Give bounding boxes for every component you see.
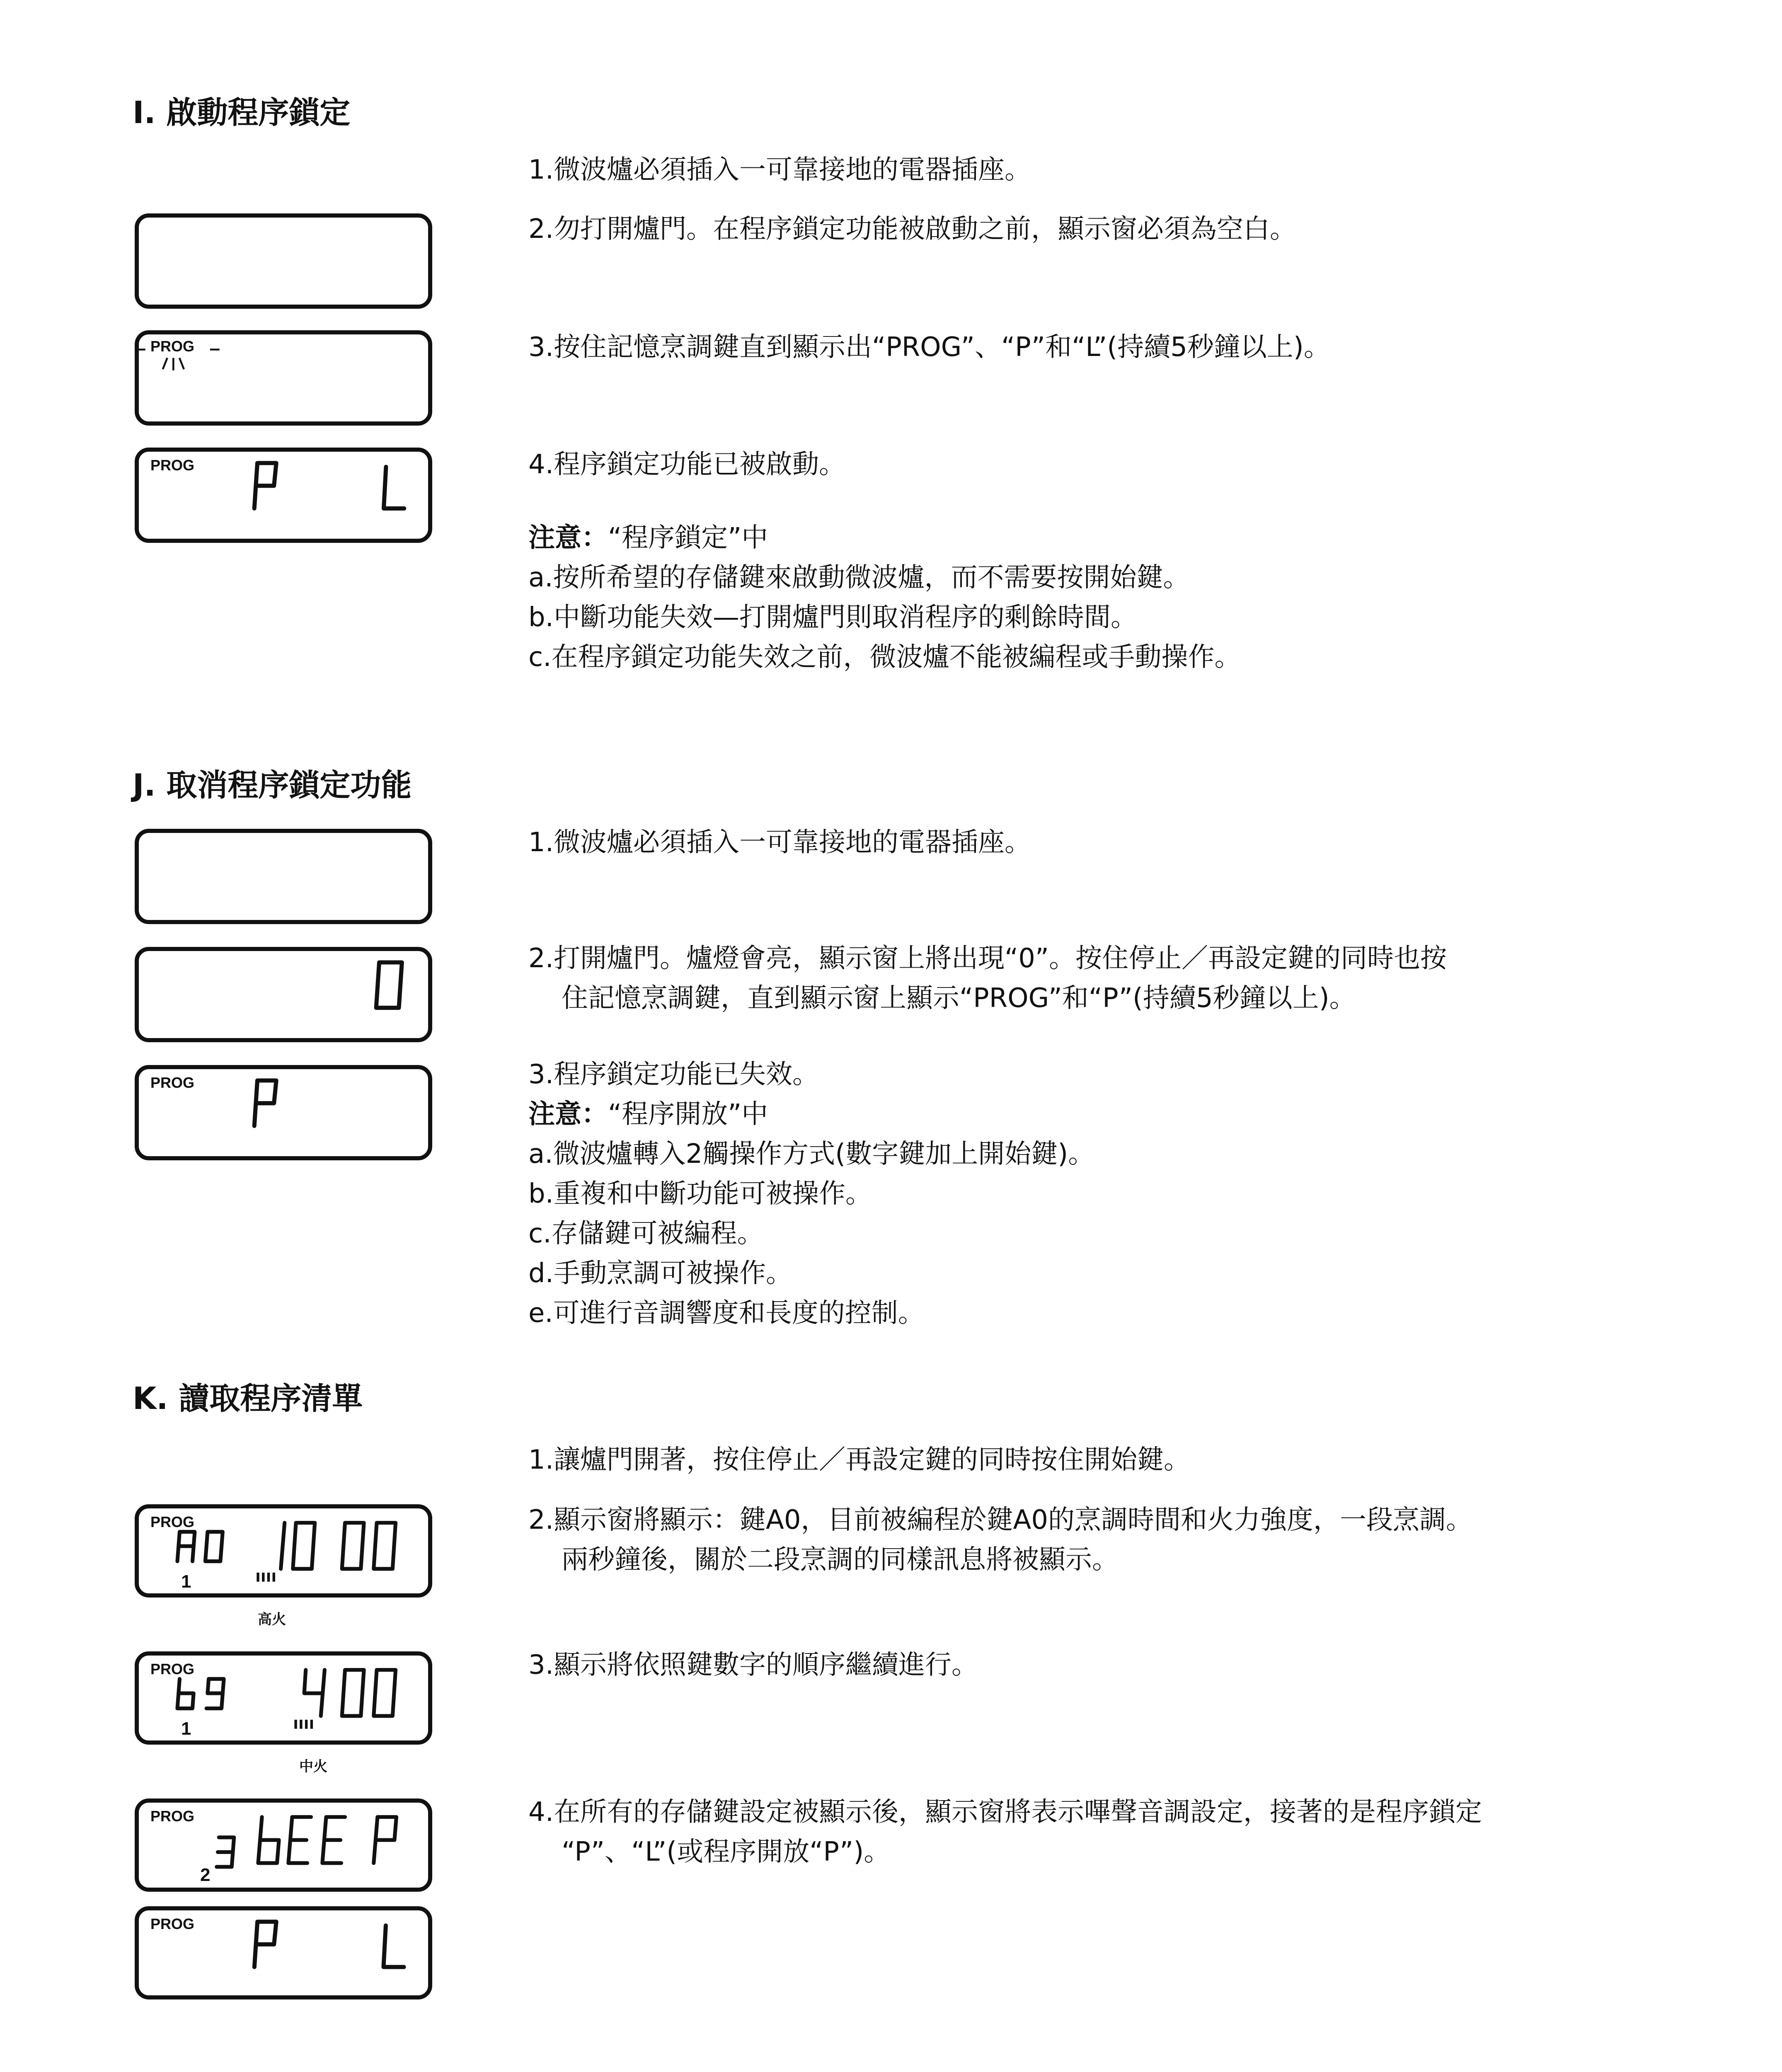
segment-digit-zero (205, 1532, 223, 1561)
step-line: 住記憶烹調鍵，直到顯示窗上顯示“PROG”和“P”(持續5秒鐘以上)。 (562, 983, 1356, 1014)
segment-digit-e (322, 1817, 345, 1863)
prog-indicator: PROG (150, 1661, 195, 1677)
prog-indicator: PROG (150, 338, 195, 355)
note-label: 注意： (528, 1099, 608, 1130)
segment-digit-p (254, 1922, 276, 1967)
note-heading (528, 518, 1689, 558)
lcd-display-zero (135, 947, 432, 1042)
step-line: 1.微波爐必須插入一可靠接地的電器插座。 (528, 827, 1031, 858)
segment-digit-a (177, 1532, 195, 1561)
note-line: d.手動烹調可被操作。 (528, 1258, 792, 1289)
note-line: c.存儲鍵可被編程。 (528, 1218, 764, 1249)
segment-digit-e (288, 1817, 311, 1863)
section-j-notes (528, 1055, 1689, 1333)
segment-digit-l (383, 1925, 404, 1967)
section-k-steps (528, 1792, 1689, 1872)
note-text: “程序鎖定”中 (608, 523, 768, 553)
stage-number: 2 (200, 1865, 211, 1885)
step-line: 3.按住記憶烹調鍵直到顯示出“PROG”、“P”和“L”(持續5秒鐘以上)。 (528, 332, 1330, 363)
note-line: a.按所希望的存儲鍵來啟動微波爐，而不需要按開始鍵。 (528, 562, 1190, 593)
lcd-display-a0-1000 (135, 1504, 432, 1598)
step-line: 2.勿打開爐門。在程序鎖定功能被啟動之前，顯示窗必須為空白。 (528, 214, 1297, 244)
section-i-steps (528, 150, 1689, 190)
segment-digit-three (217, 1837, 234, 1867)
lcd-display-prog-p-l (135, 1906, 432, 1999)
step-line: 1.微波爐必須插入一可靠接地的電器插座。 (528, 155, 1031, 185)
segment-digit-b (177, 1679, 194, 1708)
segment-digit-zero (293, 1523, 315, 1569)
section-j-heading: J. 取消程序鎖定功能 (133, 767, 412, 803)
section-k-steps (528, 1500, 1689, 1580)
step-line: 2.打開爐門。爐燈會亮，顯示窗上將出現“0”。按住停止／再設定鍵的同時也按 (528, 943, 1447, 974)
lcd-display-prog-flashing (135, 330, 432, 426)
segment-digit-zero (342, 1523, 364, 1569)
stage-number: 1 (181, 1719, 191, 1739)
lcd-display-b9-400 (135, 1651, 432, 1745)
note-line: b.中斷功能失效—打開爐門則取消程序的剩餘時間。 (528, 602, 1137, 633)
step-line: “P”、“L”(或程序開放“P”)。 (562, 1837, 891, 1867)
prog-indicator: PROG (150, 1074, 195, 1091)
lcd-display-prog-p (135, 1065, 432, 1160)
step-line: 3.程序鎖定功能已失效。 (528, 1059, 819, 1090)
prog-indicator: PROG (150, 1915, 195, 1932)
note-line: e.可進行音調響度和長度的控制。 (528, 1298, 925, 1329)
note-line: a.微波爐轉入2觸操作方式(數字鍵加上開始鍵)。 (528, 1139, 1095, 1169)
segment-digit-four (304, 1670, 324, 1716)
segment-digit-zero (342, 1670, 364, 1716)
note-heading (528, 1094, 1689, 1134)
note-label: 注意： (528, 523, 608, 553)
segment-digit-p (374, 1817, 397, 1863)
step-line: 2.顯示窗將顯示：鍵A0，目前被編程於鍵A0的烹調時間和火力強度，一段烹調。 (528, 1505, 1473, 1535)
section-k-steps (528, 1440, 1689, 1480)
lcd-display-beep (135, 1798, 432, 1892)
step-line: 4.在所有的存儲鍵設定被顯示後，顯示窗將表示嗶聲音調設定，接著的是程序鎖定 (528, 1797, 1482, 1828)
prog-indicator: PROG (150, 1513, 195, 1530)
lcd-display-prog-p-l (135, 448, 432, 543)
section-i-notes (528, 518, 1689, 677)
step-line: 3.顯示將依照鍵數字的順序繼續進行。 (528, 1650, 978, 1680)
section-i-steps (528, 327, 1689, 367)
lcd-display-blank (135, 213, 432, 309)
segment-digit-zero (374, 1670, 396, 1716)
prog-indicator: PROG (150, 1808, 195, 1825)
note-text: “程序開放”中 (608, 1099, 768, 1130)
segment-digit-nine (206, 1679, 224, 1708)
segment-digit-zero (374, 1523, 396, 1569)
section-i-steps (528, 445, 1689, 484)
section-i-heading: I. 啟動程序鎖定 (133, 95, 351, 131)
note-line: c.在程序鎖定功能失效之前，微波爐不能被編程或手動操作。 (528, 642, 1241, 673)
power-level-label: 中火 (299, 1758, 327, 1775)
segment-digit-p (254, 1080, 276, 1126)
power-level-bars (257, 1573, 275, 1582)
segment-digit-one (281, 1523, 285, 1569)
section-i-steps (528, 209, 1689, 249)
segment-digit-l (384, 467, 404, 508)
step-line: 1.讓爐門開著，按住停止／再設定鍵的同時按住開始鍵。 (528, 1445, 1191, 1475)
step-line: 4.程序鎖定功能已被啟動。 (528, 449, 846, 480)
power-level-label: 高火 (258, 1611, 286, 1628)
segment-digit-p (254, 463, 276, 508)
prog-indicator: PROG (150, 457, 195, 474)
lcd-display-blank (135, 829, 432, 924)
segment-digit-zero (376, 962, 402, 1008)
stage-number: 1 (181, 1571, 191, 1592)
section-j-steps (528, 823, 1689, 862)
section-k-heading: K. 讀取程序清單 (133, 1381, 363, 1416)
step-line: 兩秒鐘後，關於二段烹調的同樣訊息將被顯示。 (562, 1544, 1119, 1575)
section-k-steps (528, 1645, 1689, 1685)
note-line: b.重複和中斷功能可被操作。 (528, 1179, 872, 1209)
section-j-steps (528, 939, 1689, 1018)
segment-digit-b (258, 1817, 279, 1863)
power-level-bars (294, 1720, 313, 1729)
